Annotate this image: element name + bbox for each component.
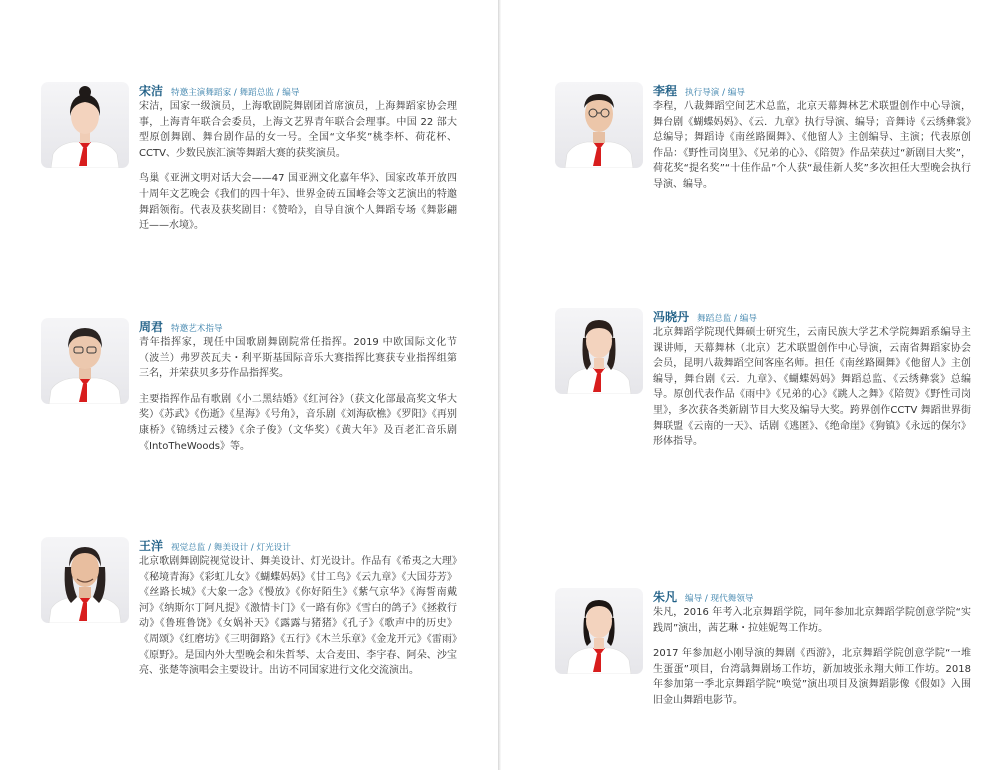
person-name: 朱凡 xyxy=(653,590,678,604)
person-name: 宋洁 xyxy=(139,84,164,98)
portrait-photo xyxy=(41,82,129,168)
person-name: 周君 xyxy=(139,320,164,334)
person-name: 李程 xyxy=(653,84,678,98)
person-role: 特邀主演舞蹈家 / 舞蹈总监 / 编导 xyxy=(171,88,300,98)
bio-paragraph: 2017 年参加赵小刚导演的舞剧《西游》，北京舞蹈学院创意学院“一堆生蛋蛋”项目，台湾骉舞剧场工作坊，新加坡张永翔大师工作坊。2018 年参加第一季北京舞蹈学院“唤觉”演出项目及演舞蹈影像《假如》入围旧金山舞蹈电影节。 xyxy=(653,648,971,706)
person-role: 特邀艺术指导 xyxy=(171,324,223,334)
bio-paragraph: 鸟巢《亚洲文明对话大会——47 国亚洲文化嘉年华》、国家改革开放四十周年文艺晚会《我们的四十年》、世界金砖五国峰会等文艺演出的特邀舞蹈领衔。代表及获奖剧目：《赞哈》，自导自演个人舞蹈专场《舞影翩迁——水境》。 xyxy=(139,173,457,232)
person-name: 王洋 xyxy=(139,539,164,553)
bio-paragraph: 主要指挥作品有歌剧《小二黑结婚》《红河谷》（获文化部最高奖文华大奖）《苏武》《伤逝》《星海》《号角》，音乐剧《刘海砍樵》《罗阳》《再别康桥》《锦绣过云楼》《余子俊》（文华奖）《黄大年》及百老汇音乐剧《IntoTheWoods》等。 xyxy=(139,393,457,452)
bio-paragraph: 李程，八裁舞蹈空间艺术总监，北京天幕舞林艺术联盟创作中心导演，舞台剧《蝴蝶妈妈》、《云．九章》执行导演、编导；音舞诗《云绣彝裳》总编导；舞蹈诗《南丝路圈舞》、《他留人》主创编导、主演；代表原创作品：《野性司岗里》、《兄弟的心》、《陪贺》作品荣获过“新剧目大奖”，荷花奖“提名奖”“十佳作品”个人获“最佳新人奖”多次担任大型晚会执行导演、编导。 xyxy=(653,101,971,190)
bio-paragraph: 北京歌剧舞剧院视觉设计、舞美设计、灯光设计。作品有《希夷之大理》《秘境青海》《彩虹儿女》《蝴蝶妈妈》《甘工鸟》《云九章》《大国芬芳》《丝路长城》《大象一念》《慢放》《你好陌生》《紫气京华》《海誓南戴河》《纳斯尔丁阿凡提》《激情卡门》《一路有你》《雪白的鸽子》《拯救行动》《鲁班鲁饶》《女娲补天》《露露与猪猪》《孔子》《歌声中的历史》《周颂》《红磨坊》《三明御路》《五行》《木兰乐章》《金龙开元》《雷雨》《原野》。是国内外大型晚会和朱哲琴、太合麦田、李宇春、阿朵、沙宝亮、张楚等演唱会主要设计。出访不同国家进行文化交流演出。 xyxy=(139,556,457,677)
person-role: 编导 / 现代舞领导 xyxy=(685,594,754,604)
portrait-photo xyxy=(555,308,643,394)
portrait-photo xyxy=(41,537,129,623)
bio-paragraph: 青年指挥家，现任中国歌剧舞剧院常任指挥。2019 中欧国际文化节（波兰）弗罗茨瓦夫・利平斯基国际音乐大赛指挥比赛获专业指挥组第三名，并荣获贝多芬作品指挥奖。 xyxy=(139,337,457,380)
bio-paragraph: 朱凡，2016 年考入北京舞蹈学院，同年参加北京舞蹈学院创意学院“实践周”演出，茜艺琳・拉娃妮驾工作坊。 xyxy=(653,607,971,634)
person-role: 执行导演 / 编导 xyxy=(685,88,745,98)
person-role: 视觉总监 / 舞美设计 / 灯光设计 xyxy=(171,543,291,553)
portrait-photo xyxy=(41,318,129,404)
portrait-photo xyxy=(555,588,643,674)
person-role: 舞蹈总监 / 编导 xyxy=(697,314,757,324)
page-gutter xyxy=(498,0,501,770)
portrait-photo xyxy=(555,82,643,168)
bio-paragraph: 宋洁，国家一级演员，上海歌剧院舞剧团首席演员，上海舞蹈家协会理事，上海青年联合会委员，上海文艺界青年联合会理事。中国 22 部大型原创舞剧、舞台剧作品的女一号。全国“文华奖”桃李杯、荷花杯、CCTV、少数民族汇演等舞蹈大赛的获奖演员。 xyxy=(139,101,457,159)
bio-paragraph: 北京舞蹈学院现代舞硕士研究生，云南民族大学艺术学院舞蹈系编导主课讲师，天幕舞林（北京）艺术联盟创作中心导演，云南省舞蹈家协会会员，昆明八裁舞蹈空间客座名师。担任《南丝路圈舞》《他留人》主创编导，舞台剧《云．九章》、《蝴蝶妈妈》舞蹈总监、《云绣彝裳》总编导。原创代表作品《雨中》《兄弟的心》《跳人之舞》《陪贺》《野性司岗里》，多次获各类新剧节目大奖及编导大奖。跨界创作CCTV 舞蹈世界街舞联盟《云南的一天》、话剧《逃匿》、《绝命崖》《狗镇》《永远的保尔》形体指导。 xyxy=(653,327,971,448)
person-name: 冯晓丹 xyxy=(653,310,690,324)
